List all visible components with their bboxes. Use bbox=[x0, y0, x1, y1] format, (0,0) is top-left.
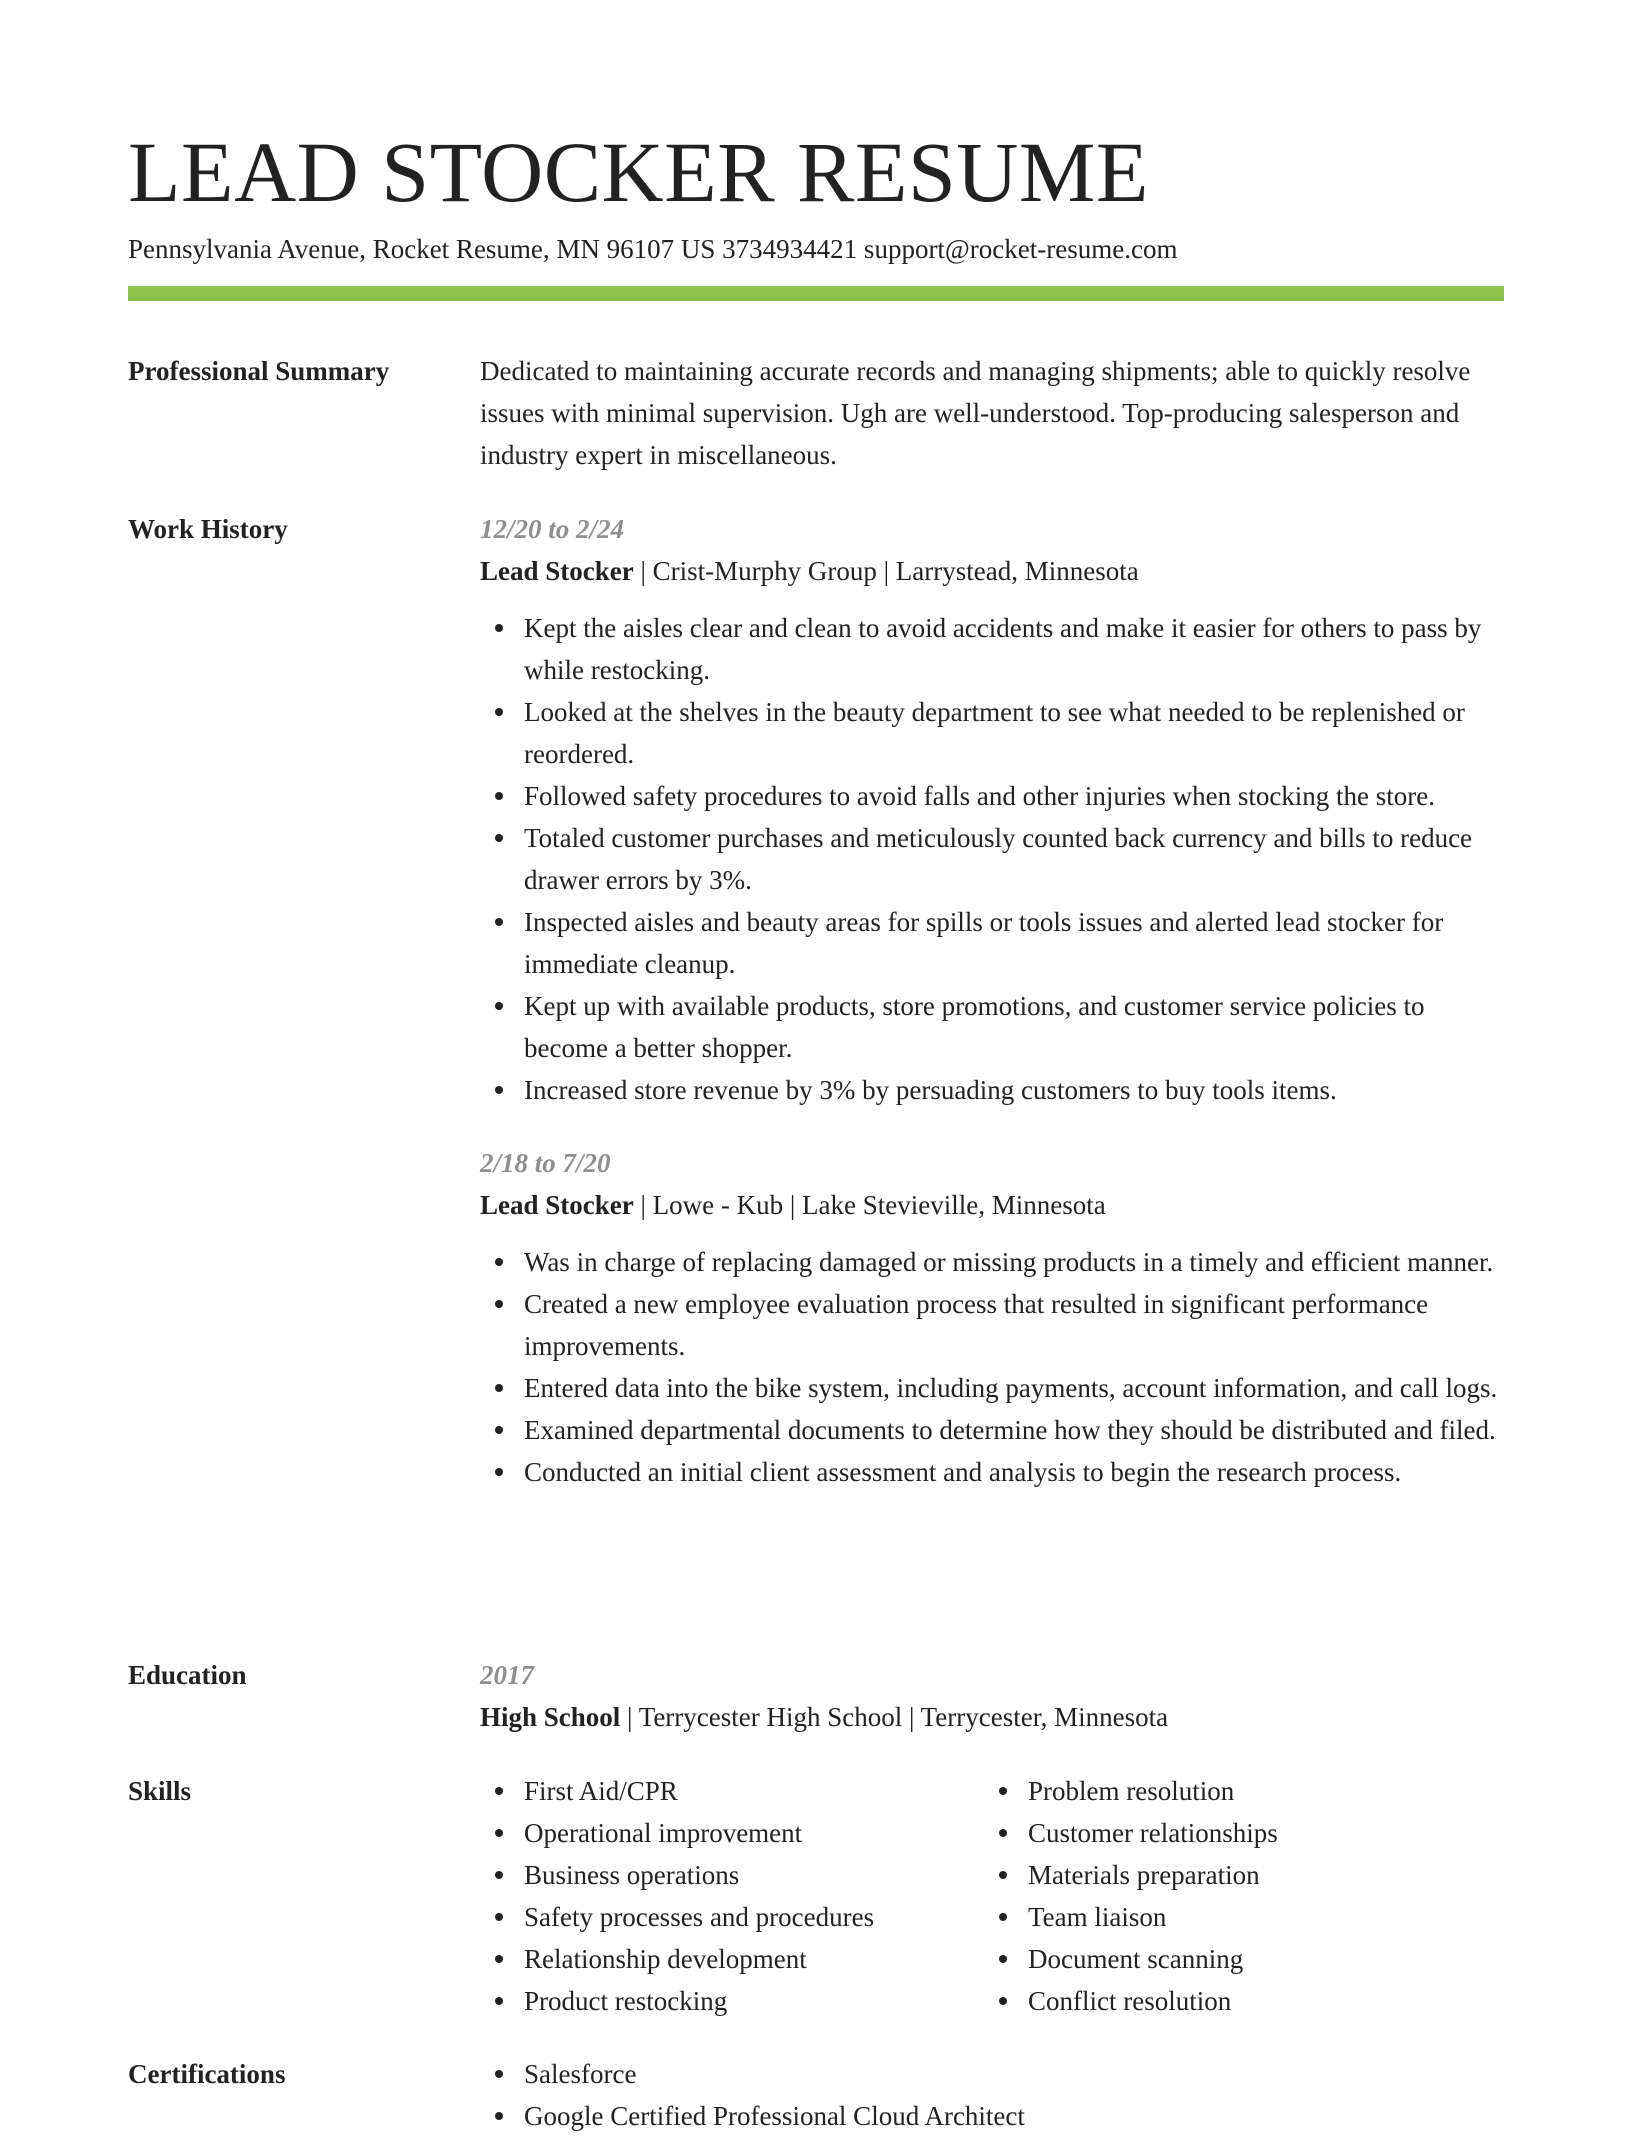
skill-item: Business operations bbox=[480, 1854, 984, 1896]
skill-item: Relationship development bbox=[480, 1938, 984, 1980]
job-bullet: Looked at the shelves in the beauty department to see what needed to be replenished or reordered. bbox=[480, 691, 1504, 775]
skills-label: Skills bbox=[128, 1776, 192, 1806]
job-bullets bbox=[480, 607, 1504, 1111]
skills-list-left bbox=[480, 1770, 984, 2022]
job-bullet: Kept the aisles clear and clean to avoid accidents and make it easier for others to pass by while restocking. bbox=[480, 607, 1504, 691]
resume-title: LEAD STOCKER RESUME bbox=[128, 124, 1149, 220]
summary-label: Professional Summary bbox=[128, 356, 390, 386]
education-heading bbox=[480, 1696, 1504, 1738]
job-heading bbox=[480, 550, 1504, 592]
job-dates: 2/18 to 7/20 bbox=[480, 1148, 611, 1178]
job-heading bbox=[480, 1184, 1504, 1226]
job-dates: 12/20 to 2/24 bbox=[480, 514, 625, 544]
job-bullet: Inspected aisles and beauty areas for spills or tools issues and alerted lead stocker for immediate cleanup. bbox=[480, 901, 1504, 985]
job-bullet: Kept up with available products, store promotions, and customer service policies to become a better shopper. bbox=[480, 985, 1504, 1069]
header-accent-rule bbox=[128, 286, 1504, 301]
skill-item: Problem resolution bbox=[984, 1770, 1488, 1812]
skill-item: Materials preparation bbox=[984, 1854, 1488, 1896]
job-bullet: Examined departmental documents to determine how they should be distributed and filed. bbox=[480, 1409, 1504, 1451]
job-title: Lead Stocker bbox=[480, 556, 634, 586]
job-details: | Lowe - Kub | Lake Stevieville, Minnesota bbox=[633, 1190, 1106, 1220]
education-details: | Terrycester High School | Terrycester, Minnesota bbox=[620, 1702, 1169, 1732]
certifications-list bbox=[480, 2053, 1504, 2137]
skill-item: Operational improvement bbox=[480, 1812, 984, 1854]
job-entry bbox=[480, 1142, 1504, 1493]
skill-item: First Aid/CPR bbox=[480, 1770, 984, 1812]
job-bullets bbox=[480, 1241, 1504, 1493]
skill-item: Conflict resolution bbox=[984, 1980, 1488, 2022]
job-entry bbox=[480, 508, 1504, 1111]
certification-item: Salesforce bbox=[480, 2053, 1504, 2095]
job-bullet: Followed safety procedures to avoid falls and other injuries when stocking the store. bbox=[480, 775, 1504, 817]
summary-text: Dedicated to maintaining accurate records and managing shipments; able to quickly resolve issues with minimal supervision. Ugh are well-understood. Top-producing salesperson and industry expert in miscellaneous. bbox=[480, 356, 1471, 470]
skill-item: Customer relationships bbox=[984, 1812, 1488, 1854]
skill-item: Document scanning bbox=[984, 1938, 1488, 1980]
job-title: Lead Stocker bbox=[480, 1190, 634, 1220]
contact-line: Pennsylvania Avenue, Rocket Resume, MN 96107 US 3734934421 support@rocket-resume.com bbox=[128, 234, 1178, 264]
certification-item: Google Certified Professional Cloud Architect bbox=[480, 2095, 1504, 2137]
job-bullet: Totaled customer purchases and meticulously counted back currency and bills to reduce drawer errors by 3%. bbox=[480, 817, 1504, 901]
work-history-label: Work History bbox=[128, 514, 288, 544]
job-bullet: Created a new employee evaluation process that resulted in significant performance improvements. bbox=[480, 1283, 1504, 1367]
job-bullet: Was in charge of replacing damaged or missing products in a timely and efficient manner. bbox=[480, 1241, 1504, 1283]
education-label: Education bbox=[128, 1660, 247, 1690]
skill-item: Team liaison bbox=[984, 1896, 1488, 1938]
job-bullet: Entered data into the bike system, including payments, account information, and call logs. bbox=[480, 1367, 1504, 1409]
job-bullet: Increased store revenue by 3% by persuading customers to buy tools items. bbox=[480, 1069, 1504, 1111]
skill-item: Safety processes and procedures bbox=[480, 1896, 984, 1938]
job-bullet: Conducted an initial client assessment and analysis to begin the research process. bbox=[480, 1451, 1504, 1493]
job-details: | Crist-Murphy Group | Larrystead, Minnesota bbox=[633, 556, 1139, 586]
certifications-label: Certifications bbox=[128, 2059, 286, 2089]
education-degree: High School bbox=[480, 1702, 621, 1732]
skills-list-right bbox=[984, 1770, 1488, 2022]
skill-item: Product restocking bbox=[480, 1980, 984, 2022]
education-year: 2017 bbox=[480, 1660, 534, 1690]
